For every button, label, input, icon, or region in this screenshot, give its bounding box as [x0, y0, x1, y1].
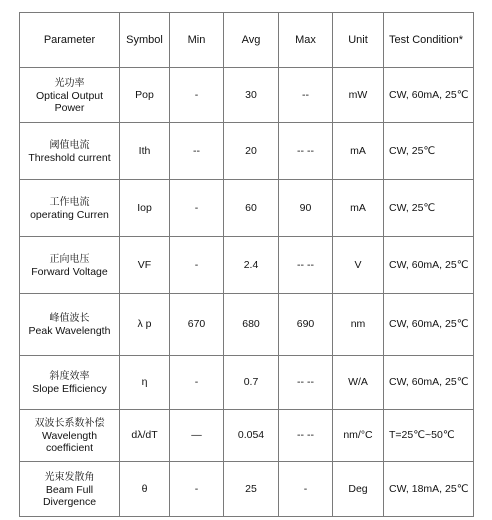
- avg-cell: 0.7: [224, 356, 279, 410]
- avg-cell: 0.054: [224, 410, 279, 462]
- max-cell: -- --: [279, 237, 333, 294]
- symbol-cell: Iop: [120, 180, 170, 237]
- symbol-cell: θ: [120, 462, 170, 517]
- avg-cell: 60: [224, 180, 279, 237]
- min-cell: -: [170, 68, 224, 123]
- max-cell: --: [279, 68, 333, 123]
- symbol-cell: VF: [120, 237, 170, 294]
- parameter-cell: [20, 237, 120, 294]
- max-cell: -- --: [279, 356, 333, 410]
- unit-cell: nm/°C: [333, 410, 384, 462]
- min-cell: -: [170, 462, 224, 517]
- max-cell: -: [279, 462, 333, 517]
- unit-cell: mA: [333, 123, 384, 180]
- parameter-cell: [20, 123, 120, 180]
- condition-cell: CW, 25℃: [384, 180, 474, 237]
- parameter-name-cn: 双波长系数补偿: [34, 418, 105, 429]
- table-row: [20, 180, 474, 237]
- parameter-name-en: Peak Wavelength: [28, 325, 111, 337]
- condition-cell: CW, 25℃: [384, 123, 474, 180]
- parameter-cell: [20, 294, 120, 356]
- header-symbol: Symbol: [120, 13, 170, 68]
- parameter-name-cn: 光束发散角: [44, 471, 95, 483]
- avg-cell: 2.4: [224, 237, 279, 294]
- symbol-cell: Pop: [120, 68, 170, 123]
- parameter-name-en: operating Curren: [30, 208, 109, 221]
- unit-cell: nm: [333, 294, 384, 356]
- parameter-name-cn: 光功率: [54, 77, 85, 89]
- table-row: [20, 237, 474, 294]
- symbol-cell: η: [120, 356, 170, 410]
- symbol-cell: Ith: [120, 123, 170, 180]
- avg-cell: 680: [224, 294, 279, 356]
- header-test-condition: Test Condition*: [384, 13, 474, 68]
- parameter-name-cn: 正向电压: [49, 253, 90, 265]
- parameter-name-en: Forward Voltage: [31, 265, 108, 278]
- min-cell: -: [170, 180, 224, 237]
- min-cell: -: [170, 356, 224, 410]
- unit-cell: V: [333, 237, 384, 294]
- header-unit: Unit: [333, 13, 384, 68]
- max-cell: -- --: [279, 123, 333, 180]
- parameter-name-cn: 峰值波长: [49, 313, 90, 324]
- parameter-cell: [20, 68, 120, 123]
- symbol-cell: λ p: [120, 294, 170, 356]
- parameter-name-cn: 工作电流: [49, 196, 90, 208]
- condition-cell: CW, 60mA, 25℃: [384, 237, 474, 294]
- unit-cell: mA: [333, 180, 384, 237]
- parameter-name-en: Threshold current: [28, 151, 111, 164]
- condition-cell: CW, 60mA, 25℃: [384, 356, 474, 410]
- max-cell: 690: [279, 294, 333, 356]
- unit-cell: Deg: [333, 462, 384, 517]
- header-max: Max: [279, 13, 333, 68]
- parameter-cell: [20, 410, 120, 462]
- table-row: [20, 462, 474, 517]
- parameter-name-en: Wavelength coefficient: [41, 430, 98, 454]
- parameter-name-en: Beam Full Divergence: [42, 483, 97, 508]
- condition-cell: CW, 60mA, 25℃: [384, 68, 474, 123]
- condition-cell: CW, 18mA, 25℃: [384, 462, 474, 517]
- header-parameter: Parameter: [20, 13, 120, 68]
- table-row: [20, 68, 474, 123]
- avg-cell: 20: [224, 123, 279, 180]
- symbol-cell: dλ/dT: [120, 410, 170, 462]
- condition-cell: CW, 60mA, 25℃: [384, 294, 474, 356]
- parameter-cell: [20, 356, 120, 410]
- parameter-name-en: Slope Efficiency: [32, 383, 107, 395]
- parameter-name-en: Optical Output Power: [35, 89, 104, 114]
- table-row: [20, 410, 474, 462]
- max-cell: -- --: [279, 410, 333, 462]
- unit-cell: W/A: [333, 356, 384, 410]
- avg-cell: 25: [224, 462, 279, 517]
- parameter-cell: [20, 462, 120, 517]
- unit-cell: mW: [333, 68, 384, 123]
- parameter-name-cn: 阈值电流: [49, 139, 90, 151]
- parameter-cell: [20, 180, 120, 237]
- min-cell: --: [170, 123, 224, 180]
- header-avg: Avg: [224, 13, 279, 68]
- table-row: [20, 294, 474, 356]
- min-cell: —: [170, 410, 224, 462]
- min-cell: -: [170, 237, 224, 294]
- header-min: Min: [170, 13, 224, 68]
- min-cell: 670: [170, 294, 224, 356]
- table-row: [20, 356, 474, 410]
- condition-cell: T=25℃~50℃: [384, 410, 474, 462]
- parameter-name-cn: 斜度效率: [49, 371, 90, 382]
- spec-table: [19, 12, 474, 517]
- table-row: [20, 123, 474, 180]
- header-row: [20, 13, 474, 68]
- max-cell: 90: [279, 180, 333, 237]
- avg-cell: 30: [224, 68, 279, 123]
